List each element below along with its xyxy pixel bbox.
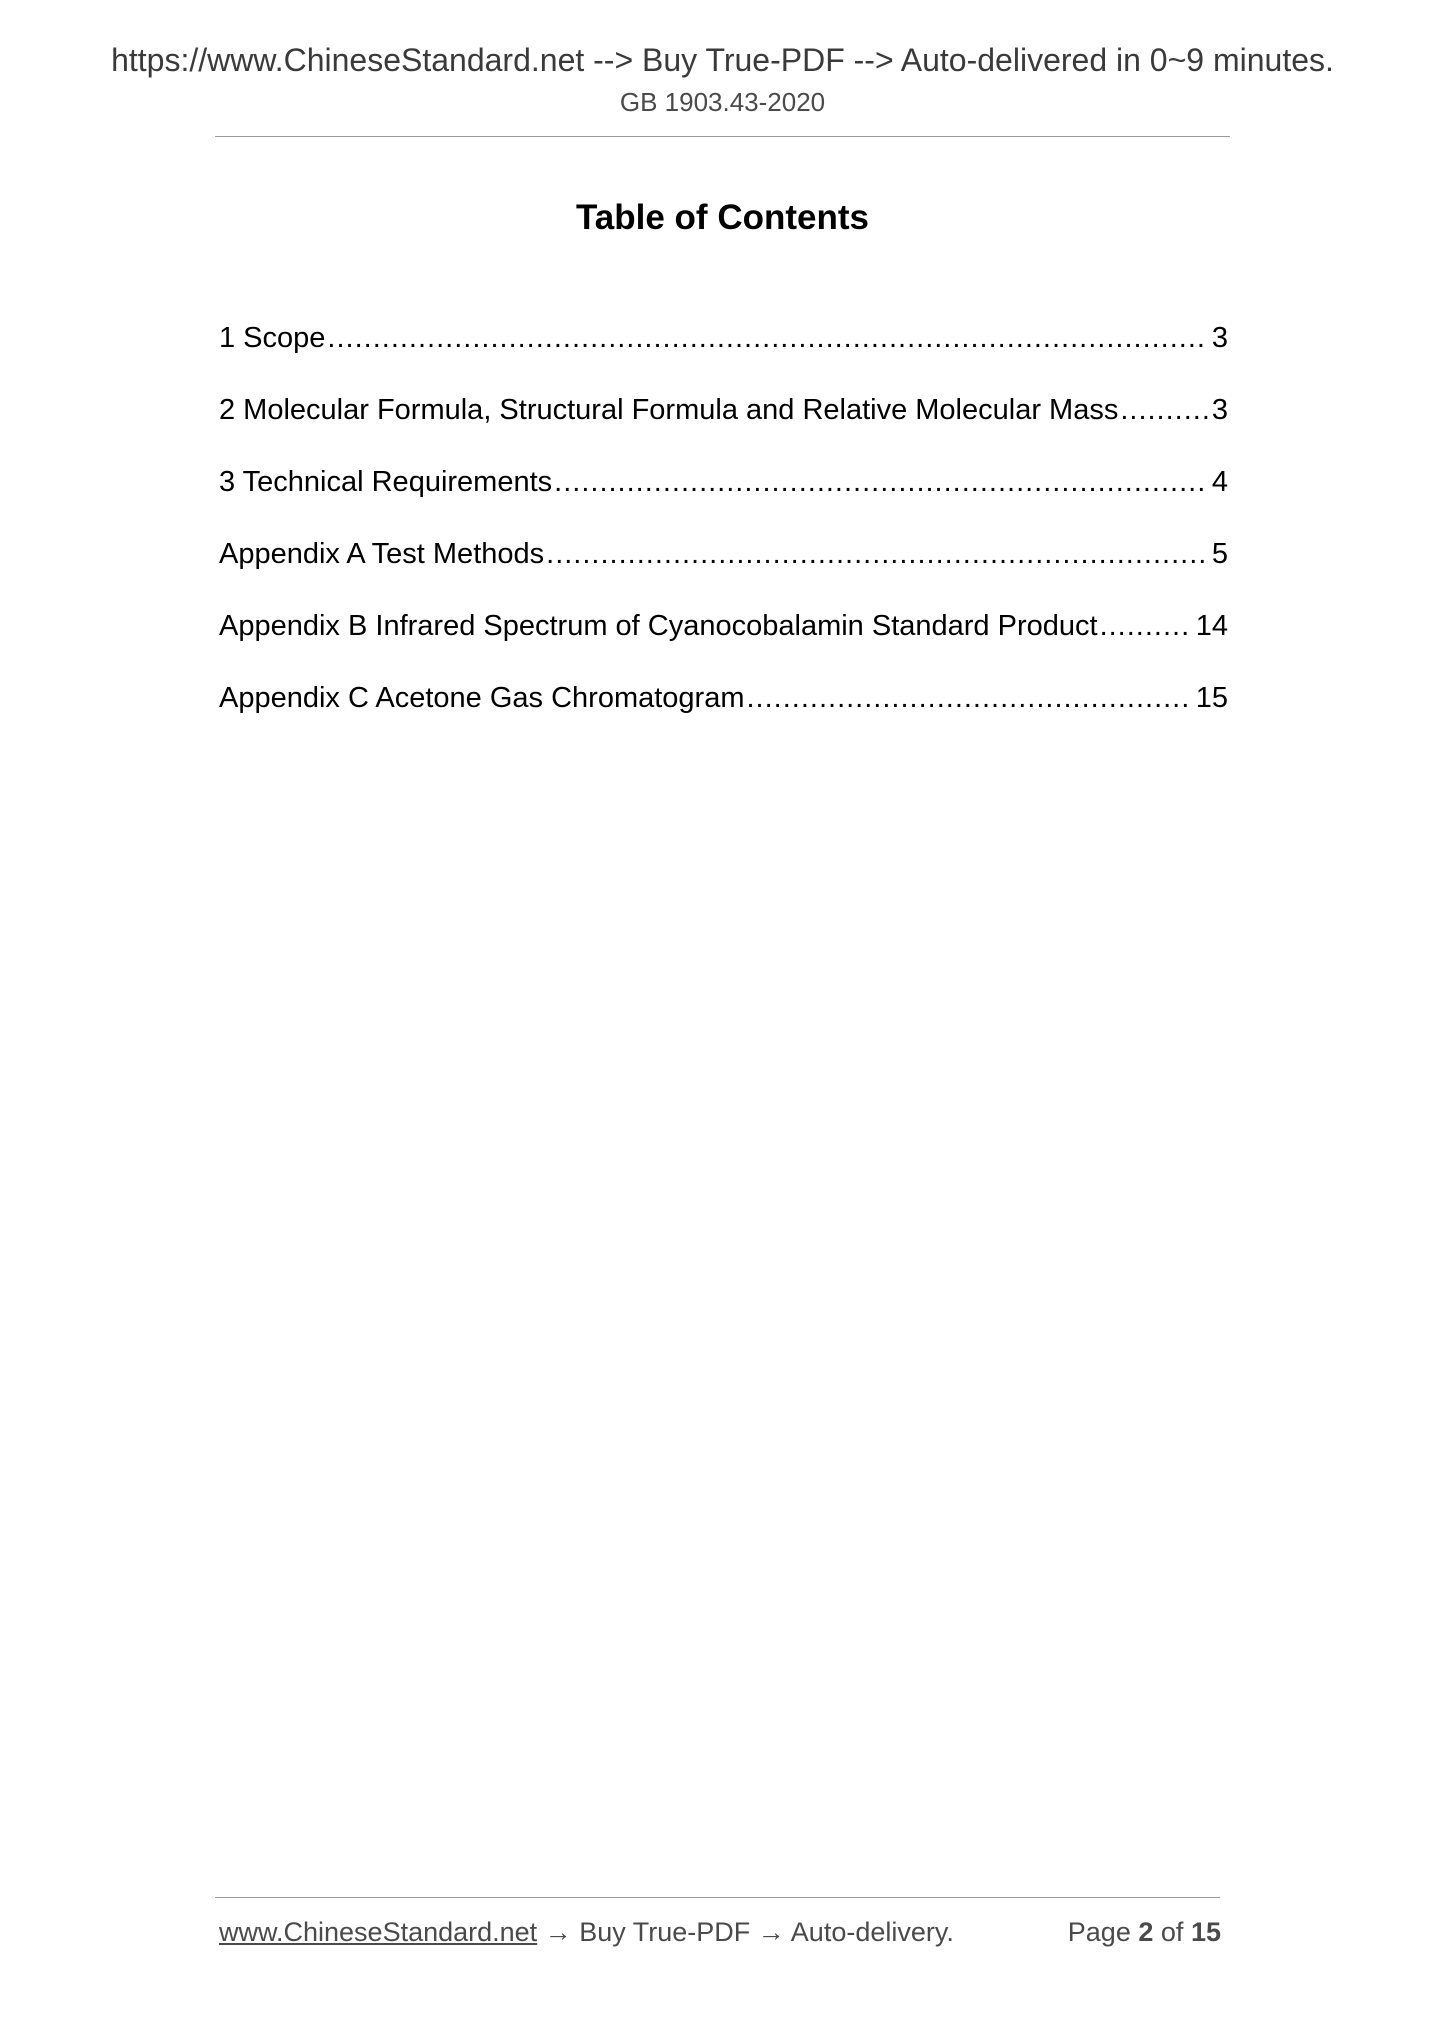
toc-entry-molecular-formula[interactable] bbox=[219, 390, 1228, 462]
toc-entry-page: 14 bbox=[1195, 610, 1228, 642]
page-word: Page bbox=[1067, 1917, 1131, 1947]
dot-leader bbox=[1120, 390, 1208, 430]
toc-entry-label: 3 Technical Requirements bbox=[219, 466, 553, 498]
toc-entry-scope[interactable] bbox=[219, 318, 1228, 390]
toc-entry-appendix-b[interactable] bbox=[219, 606, 1228, 678]
current-page-number: 2 bbox=[1138, 1917, 1154, 1947]
header-divider bbox=[215, 136, 1230, 137]
toc-entry-label: Appendix A Test Methods bbox=[219, 538, 545, 570]
toc-entry-page: 15 bbox=[1195, 682, 1228, 714]
of-word: of bbox=[1160, 1917, 1184, 1947]
footer-promo bbox=[219, 1914, 954, 1950]
header-banner: https://www.ChineseStandard.net --> Buy True-PDF --> Auto-delivered in 0~9 minutes. bbox=[111, 42, 1334, 78]
dot-leader bbox=[554, 462, 1208, 502]
footer-divider bbox=[215, 1897, 1220, 1898]
toc-title: Table of Contents bbox=[576, 198, 869, 237]
total-page-number: 15 bbox=[1190, 1917, 1221, 1947]
document-code: GB 1903.43-2020 bbox=[619, 87, 826, 117]
toc-entry-label: Appendix B Infrared Spectrum of Cyanocobalamin Standard Product bbox=[219, 610, 1098, 642]
toc-entry-page: 4 bbox=[1211, 466, 1228, 498]
toc-entry-page: 5 bbox=[1211, 538, 1228, 570]
toc-entry-page: 3 bbox=[1211, 394, 1228, 426]
toc-entry-appendix-a[interactable] bbox=[219, 534, 1228, 606]
toc-entry-label: Appendix C Acetone Gas Chromatogram bbox=[219, 682, 745, 714]
toc-entry-technical-requirements[interactable] bbox=[219, 462, 1228, 534]
dot-leader bbox=[1100, 606, 1192, 646]
toc-entry-label: 1 Scope bbox=[219, 322, 326, 354]
dot-leader bbox=[546, 534, 1208, 574]
buy-text: Buy True-PDF bbox=[579, 1917, 751, 1947]
toc-entry-page: 3 bbox=[1211, 322, 1228, 354]
dot-leader bbox=[327, 318, 1207, 358]
site-link[interactable]: www.ChineseStandard.net bbox=[219, 1917, 538, 1947]
dot-leader bbox=[747, 678, 1192, 718]
delivery-text: Auto-delivery. bbox=[790, 1917, 954, 1947]
arrow-right-icon: → bbox=[757, 1917, 785, 1947]
arrow-right-icon: → bbox=[544, 1917, 572, 1947]
toc-entry-appendix-c[interactable] bbox=[219, 678, 1228, 750]
toc-entry-label: 2 Molecular Formula, Structural Formula and Relative Molecular Mass bbox=[219, 394, 1119, 426]
page-indicator bbox=[1068, 1914, 1221, 1950]
table-of-contents bbox=[219, 318, 1228, 750]
